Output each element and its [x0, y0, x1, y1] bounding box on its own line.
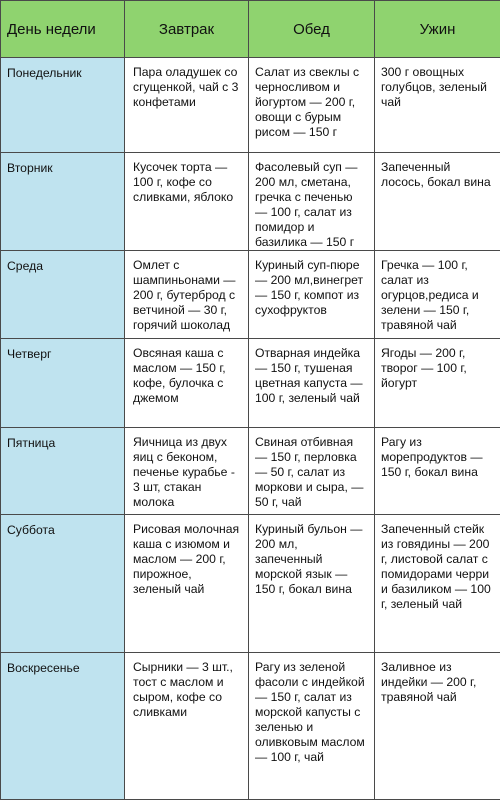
lunch-cell: Фасолевый суп — 200 мл, сметана, гречка с печенью — 100 г, салат из помидор и базилика — 150 г [249, 153, 375, 251]
header-dinner: Ужин [375, 1, 500, 58]
dinner-cell: Гречка — 100 г, салат из огурцов,редиса и зелени — 150 г, травяной чай [375, 251, 500, 339]
breakfast-cell: Пара оладушек со сгущенкой, чай с 3 конфетами [125, 58, 249, 153]
day-cell: Понедельник [1, 58, 125, 153]
header-breakfast: Завтрак [125, 1, 249, 58]
lunch-cell: Свиная отбивная — 150 г, перловка — 50 г, салат из моркови и сыра, — 50 г, чай [249, 428, 375, 515]
lunch-cell: Салат из свеклы с черносливом и йогуртом — 200 г, овощи с бурым рисом — 150 г [249, 58, 375, 153]
table-row [1, 515, 500, 653]
table-row [1, 339, 500, 428]
breakfast-cell: Яичница из двух яиц с беконом, печенье курабье - 3 шт, стакан молока [125, 428, 249, 515]
table-row [1, 251, 500, 339]
breakfast-cell: Кусочек торта — 100 г, кофе со сливками, яблоко [125, 153, 249, 251]
dinner-cell: Рагу из морепродуктов — 150 г, бокал вина [375, 428, 500, 515]
lunch-cell: Отварная индейка — 150 г, тушеная цветная капуста — 100 г, зеленый чай [249, 339, 375, 428]
dinner-cell: Ягоды — 200 г, творог — 100 г, йогурт [375, 339, 500, 428]
header-row [1, 1, 500, 58]
dinner-cell: Запеченный лосось, бокал вина [375, 153, 500, 251]
day-cell: Вторник [1, 153, 125, 251]
day-cell: Среда [1, 251, 125, 339]
header-day: День недели [1, 1, 125, 58]
day-cell: Воскресенье [1, 653, 125, 800]
dinner-cell: 300 г овощных голубцов, зеленый чай [375, 58, 500, 153]
header-lunch: Обед [249, 1, 375, 58]
dinner-cell: Запеченный стейк из говядины — 200 г, листовой салат с помидорами черри и базиликом — 100 г, зеленый чай [375, 515, 500, 653]
breakfast-cell: Сырники — 3 шт., тост с маслом и сыром, кофе со сливками [125, 653, 249, 800]
breakfast-cell: Овсяная каша с маслом — 150 г, кофе, булочка с джемом [125, 339, 249, 428]
lunch-cell: Куриный бульон — 200 мл, запеченный морской язык — 150 г, бокал вина [249, 515, 375, 653]
breakfast-cell: Омлет с шампиньонами — 200 г, бутерброд с ветчиной — 30 г, горячий шоколад [125, 251, 249, 339]
day-cell: Пятница [1, 428, 125, 515]
day-cell: Четверг [1, 339, 125, 428]
table-row [1, 428, 500, 515]
lunch-cell: Куриный суп-пюре — 200 мл,винегрет — 150 г, компот из сухофруктов [249, 251, 375, 339]
table-row [1, 58, 500, 153]
table-row [1, 153, 500, 251]
dinner-cell: Заливное из индейки — 200 г, травяной чай [375, 653, 500, 800]
day-cell: Суббота [1, 515, 125, 653]
table-row [1, 653, 500, 800]
lunch-cell: Рагу из зеленой фасоли с индейкой — 150 г, салат из морской капусты с зеленью и оливковым маслом — 100 г, чай [249, 653, 375, 800]
breakfast-cell: Рисовая молочная каша с изюмом и маслом — 200 г, пирожное, зеленый чай [125, 515, 249, 653]
